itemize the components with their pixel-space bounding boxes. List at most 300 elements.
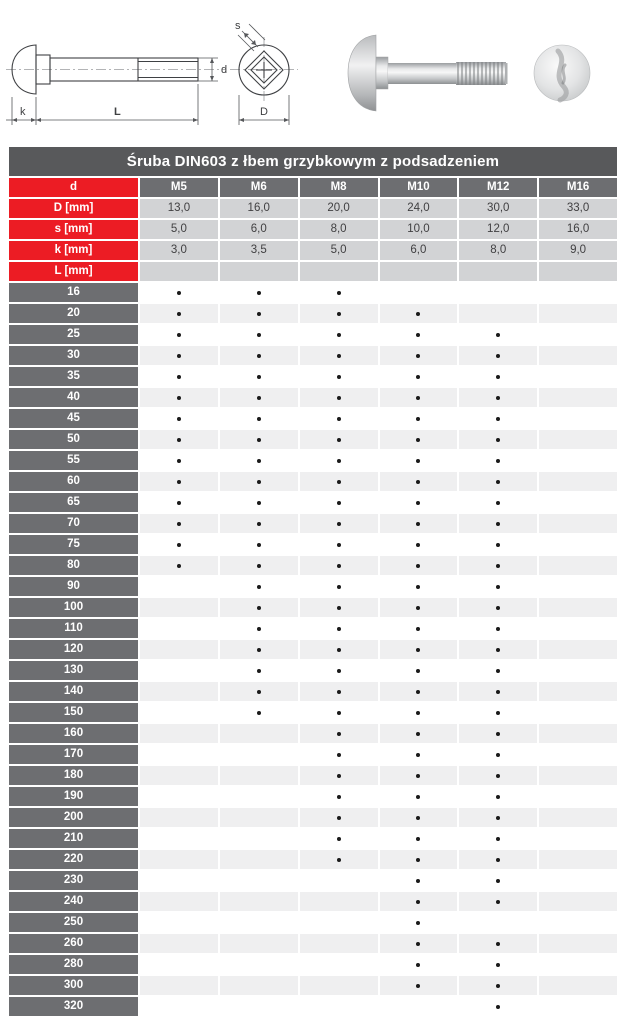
availability-cell — [459, 388, 537, 407]
spec-value-cell: 8,0 — [459, 241, 537, 260]
availability-cell — [459, 451, 537, 470]
availability-dot-icon — [337, 606, 341, 610]
availability-cell — [380, 472, 458, 491]
availability-cell — [300, 598, 378, 617]
availability-dot-icon — [496, 669, 500, 673]
spec-value-cell: 16,0 — [220, 199, 298, 218]
spec-row-label: D [mm] — [9, 199, 138, 218]
bolt-head-photo — [527, 13, 597, 133]
availability-cell — [380, 346, 458, 365]
availability-dot-icon — [337, 396, 341, 400]
availability-dot-icon — [416, 711, 420, 715]
availability-dot-icon — [416, 795, 420, 799]
availability-cell — [539, 955, 617, 974]
availability-cell — [220, 619, 298, 638]
photo-thread-end-icon — [505, 63, 508, 84]
availability-dot-icon — [337, 711, 341, 715]
availability-dot-icon — [177, 333, 181, 337]
column-header-m16: M16 — [539, 178, 617, 197]
availability-dot-icon — [337, 732, 341, 736]
availability-cell — [380, 703, 458, 722]
availability-cell — [220, 304, 298, 323]
availability-cell — [459, 430, 537, 449]
availability-cell — [140, 661, 218, 680]
availability-cell — [459, 871, 537, 890]
availability-cell — [140, 934, 218, 953]
column-header-m5: M5 — [140, 178, 218, 197]
availability-cell — [380, 892, 458, 911]
availability-cell — [300, 745, 378, 764]
spec-value-cell — [539, 262, 617, 281]
length-row-label: 220 — [9, 850, 138, 869]
availability-cell — [380, 598, 458, 617]
availability-dot-icon — [177, 375, 181, 379]
availability-cell — [380, 976, 458, 995]
length-row-label: 180 — [9, 766, 138, 785]
spec-value-cell: 3,0 — [140, 241, 218, 260]
availability-cell — [300, 472, 378, 491]
availability-cell — [300, 556, 378, 575]
availability-cell — [539, 661, 617, 680]
availability-cell — [220, 892, 298, 911]
availability-cell — [300, 766, 378, 785]
availability-dot-icon — [416, 375, 420, 379]
availability-cell — [539, 367, 617, 386]
availability-dot-icon — [416, 459, 420, 463]
length-row-label: 60 — [9, 472, 138, 491]
availability-cell — [220, 472, 298, 491]
availability-dot-icon — [496, 900, 500, 904]
availability-cell — [459, 766, 537, 785]
availability-dot-icon — [416, 606, 420, 610]
availability-cell — [380, 535, 458, 554]
availability-dot-icon — [177, 543, 181, 547]
availability-dot-icon — [416, 732, 420, 736]
availability-cell — [380, 577, 458, 596]
availability-cell — [300, 829, 378, 848]
availability-cell — [220, 451, 298, 470]
availability-dot-icon — [416, 501, 420, 505]
availability-dot-icon — [416, 354, 420, 358]
availability-dot-icon — [416, 438, 420, 442]
availability-dot-icon — [257, 480, 261, 484]
availability-cell — [459, 304, 537, 323]
length-row-label: 75 — [9, 535, 138, 554]
spec-value-cell: 8,0 — [300, 220, 378, 239]
availability-cell — [140, 514, 218, 533]
availability-dot-icon — [337, 669, 341, 673]
availability-cell — [220, 913, 298, 932]
availability-cell — [140, 871, 218, 890]
length-row-label: 280 — [9, 955, 138, 974]
availability-dot-icon — [177, 354, 181, 358]
availability-cell — [539, 577, 617, 596]
spec-row-label: L [mm] — [9, 262, 138, 281]
availability-dot-icon — [337, 459, 341, 463]
availability-dot-icon — [257, 396, 261, 400]
availability-cell — [459, 661, 537, 680]
availability-dot-icon — [416, 879, 420, 883]
availability-cell — [140, 577, 218, 596]
availability-dot-icon — [496, 354, 500, 358]
availability-cell — [539, 451, 617, 470]
spec-row-label: s [mm] — [9, 220, 138, 239]
availability-cell — [220, 955, 298, 974]
availability-cell — [140, 745, 218, 764]
availability-dot-icon — [177, 480, 181, 484]
din603-table — [9, 147, 617, 1016]
availability-cell — [380, 514, 458, 533]
availability-cell — [140, 388, 218, 407]
availability-cell — [539, 766, 617, 785]
availability-cell — [220, 346, 298, 365]
availability-cell — [300, 535, 378, 554]
availability-cell — [539, 976, 617, 995]
availability-dot-icon — [496, 984, 500, 988]
availability-cell — [459, 472, 537, 491]
availability-dot-icon — [496, 879, 500, 883]
availability-cell — [300, 976, 378, 995]
availability-dot-icon — [496, 963, 500, 967]
availability-cell — [539, 514, 617, 533]
availability-cell — [380, 829, 458, 848]
availability-dot-icon — [177, 438, 181, 442]
availability-cell — [539, 619, 617, 638]
dim-label-D: D — [260, 105, 268, 118]
length-row-label: 140 — [9, 682, 138, 701]
availability-cell — [220, 430, 298, 449]
availability-dot-icon — [496, 942, 500, 946]
availability-dot-icon — [496, 732, 500, 736]
availability-cell — [539, 829, 617, 848]
availability-cell — [380, 619, 458, 638]
photo-shank-icon — [388, 63, 456, 84]
availability-dot-icon — [496, 459, 500, 463]
availability-cell — [539, 535, 617, 554]
dim-label-d: d — [221, 63, 228, 76]
availability-dot-icon — [257, 648, 261, 652]
availability-cell — [140, 703, 218, 722]
availability-dot-icon — [496, 375, 500, 379]
availability-dot-icon — [257, 522, 261, 526]
availability-cell — [220, 808, 298, 827]
availability-dot-icon — [416, 816, 420, 820]
availability-cell — [539, 346, 617, 365]
availability-cell — [140, 430, 218, 449]
availability-cell — [459, 976, 537, 995]
availability-dot-icon — [416, 627, 420, 631]
availability-dot-icon — [496, 543, 500, 547]
availability-cell — [380, 934, 458, 953]
availability-dot-icon — [337, 333, 341, 337]
availability-cell — [380, 766, 458, 785]
availability-dot-icon — [177, 291, 181, 295]
availability-cell — [140, 787, 218, 806]
availability-cell — [459, 850, 537, 869]
availability-cell — [459, 829, 537, 848]
corner-cell-d: d — [9, 178, 138, 197]
availability-dot-icon — [257, 627, 261, 631]
length-row-label: 320 — [9, 997, 138, 1016]
availability-cell — [140, 682, 218, 701]
availability-cell — [380, 724, 458, 743]
availability-cell — [459, 934, 537, 953]
availability-cell — [220, 535, 298, 554]
availability-dot-icon — [257, 711, 261, 715]
length-row-label: 45 — [9, 409, 138, 428]
availability-cell — [220, 493, 298, 512]
availability-dot-icon — [416, 543, 420, 547]
availability-cell — [380, 682, 458, 701]
spec-value-cell: 30,0 — [459, 199, 537, 218]
availability-dot-icon — [337, 417, 341, 421]
availability-cell — [300, 577, 378, 596]
availability-dot-icon — [416, 417, 420, 421]
availability-dot-icon — [337, 774, 341, 778]
availability-dot-icon — [337, 648, 341, 652]
table-grid — [9, 178, 617, 1016]
availability-dot-icon — [416, 564, 420, 568]
availability-cell — [220, 514, 298, 533]
availability-dot-icon — [337, 795, 341, 799]
availability-cell — [459, 598, 537, 617]
dim-label-s: s — [235, 19, 241, 32]
length-row-label: 130 — [9, 661, 138, 680]
availability-cell — [140, 976, 218, 995]
availability-cell — [380, 409, 458, 428]
availability-cell — [140, 304, 218, 323]
availability-cell — [220, 829, 298, 848]
availability-cell — [220, 724, 298, 743]
availability-dot-icon — [496, 648, 500, 652]
length-row-label: 170 — [9, 745, 138, 764]
availability-cell — [140, 367, 218, 386]
availability-cell — [220, 766, 298, 785]
availability-dot-icon — [496, 711, 500, 715]
availability-cell — [380, 640, 458, 659]
length-row-label: 55 — [9, 451, 138, 470]
availability-cell — [220, 409, 298, 428]
availability-dot-icon — [416, 312, 420, 316]
availability-cell — [220, 388, 298, 407]
availability-cell — [380, 367, 458, 386]
availability-dot-icon — [496, 1005, 500, 1009]
length-row-label: 100 — [9, 598, 138, 617]
availability-cell — [380, 808, 458, 827]
spec-value-cell: 3,5 — [220, 241, 298, 260]
availability-dot-icon — [496, 564, 500, 568]
availability-dot-icon — [337, 837, 341, 841]
availability-cell — [220, 997, 298, 1016]
availability-dot-icon — [496, 837, 500, 841]
availability-dot-icon — [257, 501, 261, 505]
availability-cell — [380, 430, 458, 449]
length-row-label: 110 — [9, 619, 138, 638]
availability-cell — [300, 451, 378, 470]
availability-cell — [459, 409, 537, 428]
spec-value-cell — [300, 262, 378, 281]
availability-cell — [140, 955, 218, 974]
availability-dot-icon — [177, 564, 181, 568]
spec-value-cell — [140, 262, 218, 281]
availability-dot-icon — [416, 480, 420, 484]
availability-cell — [220, 871, 298, 890]
availability-dot-icon — [496, 774, 500, 778]
length-row-label: 230 — [9, 871, 138, 890]
length-row-label: 120 — [9, 640, 138, 659]
length-row-label: 30 — [9, 346, 138, 365]
availability-cell — [539, 640, 617, 659]
availability-dot-icon — [257, 375, 261, 379]
spec-value-cell: 9,0 — [539, 241, 617, 260]
availability-cell — [459, 787, 537, 806]
availability-cell — [380, 787, 458, 806]
availability-dot-icon — [337, 564, 341, 568]
availability-cell — [539, 808, 617, 827]
availability-dot-icon — [177, 522, 181, 526]
availability-cell — [140, 913, 218, 932]
availability-cell — [140, 829, 218, 848]
availability-dot-icon — [416, 648, 420, 652]
availability-cell — [140, 451, 218, 470]
availability-cell — [300, 787, 378, 806]
availability-cell — [459, 808, 537, 827]
availability-cell — [300, 682, 378, 701]
spec-value-cell — [459, 262, 537, 281]
availability-cell — [140, 850, 218, 869]
spec-value-cell: 5,0 — [300, 241, 378, 260]
length-row-label: 190 — [9, 787, 138, 806]
availability-dot-icon — [416, 900, 420, 904]
availability-cell — [539, 598, 617, 617]
availability-cell — [380, 913, 458, 932]
availability-cell — [380, 871, 458, 890]
spec-value-cell — [380, 262, 458, 281]
table-title: Śruba DIN603 z łbem grzybkowym z podsadzeniem — [9, 147, 617, 176]
length-row-label: 16 — [9, 283, 138, 302]
availability-dot-icon — [337, 501, 341, 505]
availability-cell — [380, 661, 458, 680]
availability-cell — [459, 367, 537, 386]
availability-dot-icon — [496, 606, 500, 610]
availability-dot-icon — [257, 312, 261, 316]
availability-cell — [380, 556, 458, 575]
availability-cell — [300, 367, 378, 386]
availability-dot-icon — [337, 585, 341, 589]
availability-cell — [539, 283, 617, 302]
photo-head-shadow-icon — [563, 65, 565, 83]
bolt-photo — [340, 13, 512, 133]
availability-cell — [539, 934, 617, 953]
availability-dot-icon — [496, 438, 500, 442]
photo-square-neck-icon — [376, 57, 388, 89]
spec-value-cell: 5,0 — [140, 220, 218, 239]
availability-dot-icon — [416, 333, 420, 337]
length-row-label: 40 — [9, 388, 138, 407]
length-row-label: 35 — [9, 367, 138, 386]
availability-dot-icon — [257, 291, 261, 295]
availability-dot-icon — [337, 375, 341, 379]
availability-dot-icon — [337, 438, 341, 442]
availability-cell — [300, 514, 378, 533]
availability-dot-icon — [496, 690, 500, 694]
availability-cell — [539, 787, 617, 806]
availability-cell — [300, 892, 378, 911]
availability-dot-icon — [257, 669, 261, 673]
availability-dot-icon — [496, 501, 500, 505]
availability-dot-icon — [496, 858, 500, 862]
availability-cell — [300, 871, 378, 890]
availability-cell — [539, 724, 617, 743]
availability-dot-icon — [337, 753, 341, 757]
availability-cell — [539, 325, 617, 344]
availability-dot-icon — [337, 816, 341, 820]
availability-dot-icon — [337, 543, 341, 547]
availability-cell — [300, 619, 378, 638]
availability-dot-icon — [257, 438, 261, 442]
availability-cell — [459, 535, 537, 554]
availability-dot-icon — [496, 480, 500, 484]
availability-cell — [459, 640, 537, 659]
availability-cell — [459, 325, 537, 344]
availability-dot-icon — [337, 354, 341, 358]
availability-dot-icon — [257, 543, 261, 547]
length-row-label: 160 — [9, 724, 138, 743]
availability-dot-icon — [416, 690, 420, 694]
availability-cell — [220, 367, 298, 386]
availability-dot-icon — [257, 690, 261, 694]
availability-dot-icon — [416, 858, 420, 862]
availability-cell — [140, 892, 218, 911]
spec-value-cell: 16,0 — [539, 220, 617, 239]
spec-value-cell: 12,0 — [459, 220, 537, 239]
availability-dot-icon — [496, 333, 500, 337]
dim-label-L: L — [114, 105, 121, 118]
availability-dot-icon — [416, 984, 420, 988]
availability-cell — [140, 766, 218, 785]
availability-cell — [300, 430, 378, 449]
availability-cell — [539, 409, 617, 428]
availability-cell — [300, 283, 378, 302]
availability-dot-icon — [257, 564, 261, 568]
availability-cell — [220, 283, 298, 302]
column-header-m12: M12 — [459, 178, 537, 197]
availability-dot-icon — [416, 963, 420, 967]
availability-dot-icon — [496, 417, 500, 421]
availability-dot-icon — [496, 522, 500, 526]
length-row-label: 20 — [9, 304, 138, 323]
availability-cell — [459, 346, 537, 365]
availability-cell — [220, 850, 298, 869]
length-row-label: 250 — [9, 913, 138, 932]
spec-value-cell: 24,0 — [380, 199, 458, 218]
availability-cell — [539, 388, 617, 407]
availability-cell — [380, 955, 458, 974]
availability-dot-icon — [337, 522, 341, 526]
availability-dot-icon — [177, 417, 181, 421]
length-row-label: 300 — [9, 976, 138, 995]
availability-dot-icon — [496, 795, 500, 799]
availability-dot-icon — [177, 312, 181, 316]
availability-cell — [539, 913, 617, 932]
length-row-label: 25 — [9, 325, 138, 344]
availability-cell — [459, 892, 537, 911]
availability-cell — [220, 577, 298, 596]
column-header-m10: M10 — [380, 178, 458, 197]
availability-cell — [380, 493, 458, 512]
dim-label-k: k — [20, 105, 26, 118]
length-row-label: 80 — [9, 556, 138, 575]
